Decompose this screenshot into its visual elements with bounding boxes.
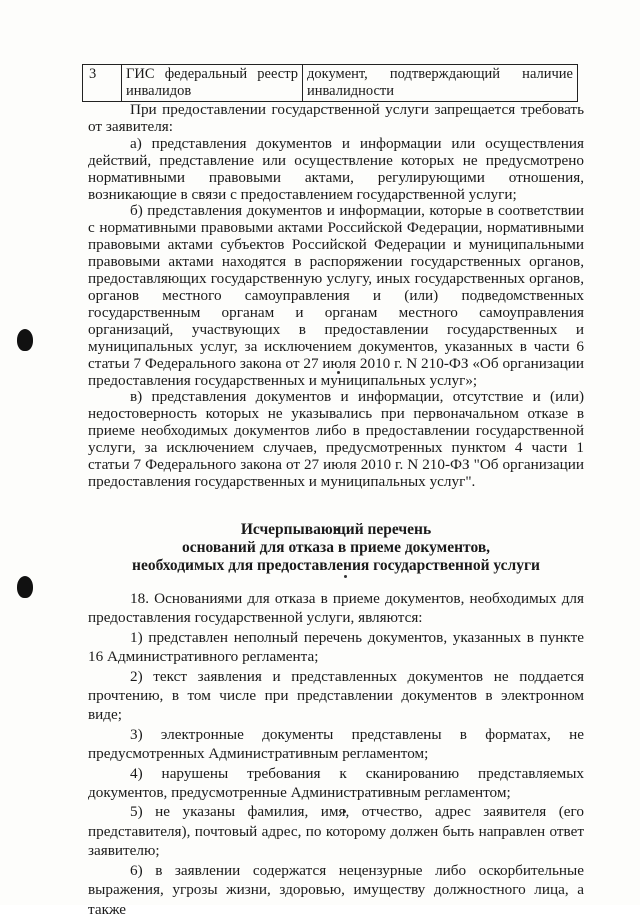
paragraph: 18. Основаниями для отказа в приеме документов, необходимых для предоставления государственной услуги, являются: (88, 590, 584, 627)
prohibitions-section (88, 102, 584, 491)
paragraph: 6) в заявлении содержатся нецензурные либо оскорбительные выражения, угрозы жизни, здоровью, имуществу должностного лица, а также (88, 861, 584, 918)
table-row (83, 65, 578, 102)
paragraph: 2) текст заявления и представленных документов не поддается прочтению, в том числе при представлении документов в электронном виде; (88, 667, 584, 724)
table-cell-number: 3 (83, 65, 122, 102)
heading-line: Исчерпывающий перечень (240, 521, 432, 538)
table-cell-source-text: ГИС федеральный реестр инвалидов (126, 66, 298, 99)
table-cell-document (303, 65, 578, 102)
documents-table (82, 64, 578, 102)
heading-line: необходимых для предоставления государственной услуги (132, 557, 540, 574)
punch-hole-mark (17, 329, 33, 351)
refusal-grounds-section (88, 589, 584, 919)
paragraph: а) представления документов и информации или осуществления действий, представление или осуществление которых не предусмотрено нормативными правовыми актами, регулирующими отношения, возникающие в связи с предоставлением государственной услуги; (88, 134, 584, 203)
table-cell-source (122, 65, 303, 102)
paragraph: 1) представлен неполный перечень документов, указанных в пункте 16 Административного регламента; (88, 628, 584, 666)
scan-speck (344, 575, 347, 578)
heading-line: оснований для отказа в приеме документов, (181, 539, 491, 556)
paragraph: б) представления документов и информации, которые в соответствии с нормативными правовыми актами Российской Федерации, нормативными правовыми актами субъектов Российской Федерации и муниципальными правовыми актами находятся в распоряжении государственных органов, предоставляющих государственную услугу, иных государственных органов, органов местного самоуправления и (или) подведомственных государственным органам и органам местного самоуправления организаций, участвующих в предоставлении государственных и муниципальных услуг, за исключением документов, указанных в части 6 статьи 7 Федерального закона от 27 июля 2010 г. N 210-ФЗ «Об организации предоставления государственных и муниципальных услуг»; (88, 202, 584, 389)
paragraph: 5) не указаны фамилия, имя, отчество, адрес заявителя (его представителя), почтовый адрес, по которому должен быть направлен ответ заявителю; (88, 803, 584, 860)
table-cell-document-text: документ, подтверждающий наличие инвалидности (307, 66, 573, 99)
paragraph: 4) нарушены требования к сканированию представляемых документов, предусмотренные Административным регламентом; (88, 764, 584, 802)
section-heading (88, 521, 584, 575)
punch-hole-mark (17, 576, 33, 598)
paragraph: 3) электронные документы представлены в форматах, не предусмотренных Административным регламентом; (88, 725, 584, 763)
paragraph: в) представления документов и информации, отсутствие и (или) недостоверность которых не указывались при первоначальном отказе в приеме необходимых документов либо в предоставлении государственной услуги, за исключением случаев, предусмотренных пунктом 4 части 1 статьи 7 Федерального закона от 27 июля 2010 г. N 210-ФЗ "Об организации предоставления государственных и муниципальных услуг". (88, 388, 584, 490)
paragraph: При предоставлении государственной услуги запрещается требовать от заявителя: (88, 101, 584, 135)
